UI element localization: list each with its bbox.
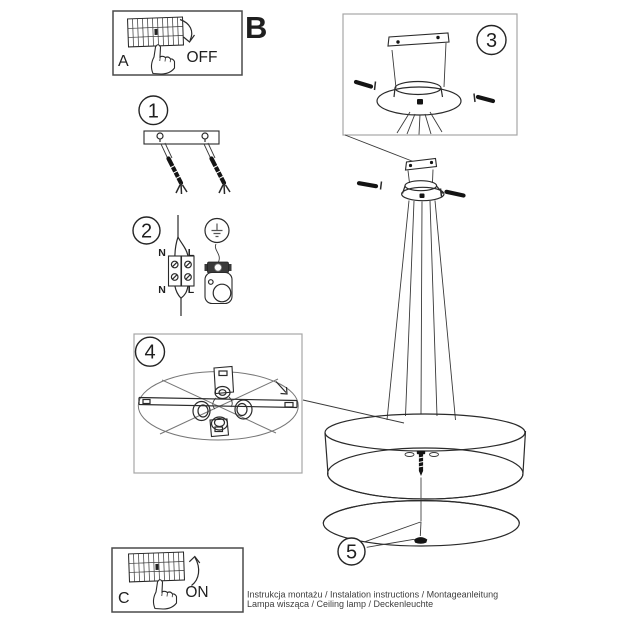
canopy-main <box>402 181 444 201</box>
drum-shade-drawing <box>325 414 526 499</box>
screw-icon-right <box>474 94 493 103</box>
step2-group <box>133 215 232 316</box>
footer-line1: Instrukcja montażu / Instalation instructions / Montageanleitung <box>247 589 499 600</box>
lamp-frame-drawing <box>138 367 298 440</box>
drum-bottom-front-edge <box>328 474 523 499</box>
canopy-drawing <box>377 82 461 135</box>
bottom-plate-hole-left <box>405 453 414 457</box>
footer-line2: Lampa wisząca / Ceiling lamp / Deckenleuchte <box>247 599 434 609</box>
panel-c-label: C <box>118 590 130 607</box>
leader-line-step3 <box>345 135 417 163</box>
breaker-box-icon <box>128 17 184 47</box>
footer-text <box>247 590 498 610</box>
screw-wall-plug-right <box>204 143 230 194</box>
bulb-socket-right <box>235 400 252 419</box>
step2-number: 2 <box>140 220 153 243</box>
ceiling-bracket-main <box>406 159 437 184</box>
power-on-panel <box>112 548 243 612</box>
step4-number: 4 <box>144 341 156 364</box>
off-label: OFF <box>186 49 218 66</box>
suspension-wires-main <box>387 201 456 421</box>
wire-label-l-bottom: L <box>187 284 195 296</box>
power-off-panel <box>113 11 242 75</box>
center-screw-icon <box>417 451 425 476</box>
wire-label-l-top: L <box>187 247 195 259</box>
wiring-diagram <box>158 215 195 316</box>
drum-top-rim <box>325 414 525 451</box>
screw-wall-plug-left <box>161 143 187 194</box>
terminal-block-right <box>182 256 195 286</box>
breaker-box-icon <box>129 552 185 582</box>
drum-side-walls <box>325 431 526 474</box>
step1-number: 1 <box>147 100 159 123</box>
screw-icon-canopy-left <box>359 182 382 190</box>
wire-label-n-bottom: N <box>158 284 166 296</box>
crossbar-arm <box>139 398 297 408</box>
section-letter: B <box>245 10 268 45</box>
bulb-socket-left <box>193 402 210 421</box>
finial-knob-icon <box>414 537 427 544</box>
terminal-block-left <box>169 256 182 286</box>
cable-gland-dot <box>417 99 423 105</box>
step1-group <box>139 96 230 194</box>
step4-panel <box>134 334 302 473</box>
ceiling-bracket-drawing <box>388 33 449 88</box>
step5-number: 5 <box>345 541 358 564</box>
on-label: ON <box>185 584 209 601</box>
earth-symbol-icon <box>205 219 229 243</box>
step3-panel <box>343 14 517 135</box>
wire-label-n-top: N <box>158 247 166 259</box>
panel-a-label: A <box>118 53 129 70</box>
screw-icon-left <box>356 82 376 91</box>
insert-arrow-icon <box>276 382 287 395</box>
main-lamp-drawing <box>303 135 526 565</box>
strain-relief-drawing <box>205 244 233 304</box>
bottom-plate-hole-right <box>430 453 439 457</box>
step3-number: 3 <box>485 30 498 52</box>
